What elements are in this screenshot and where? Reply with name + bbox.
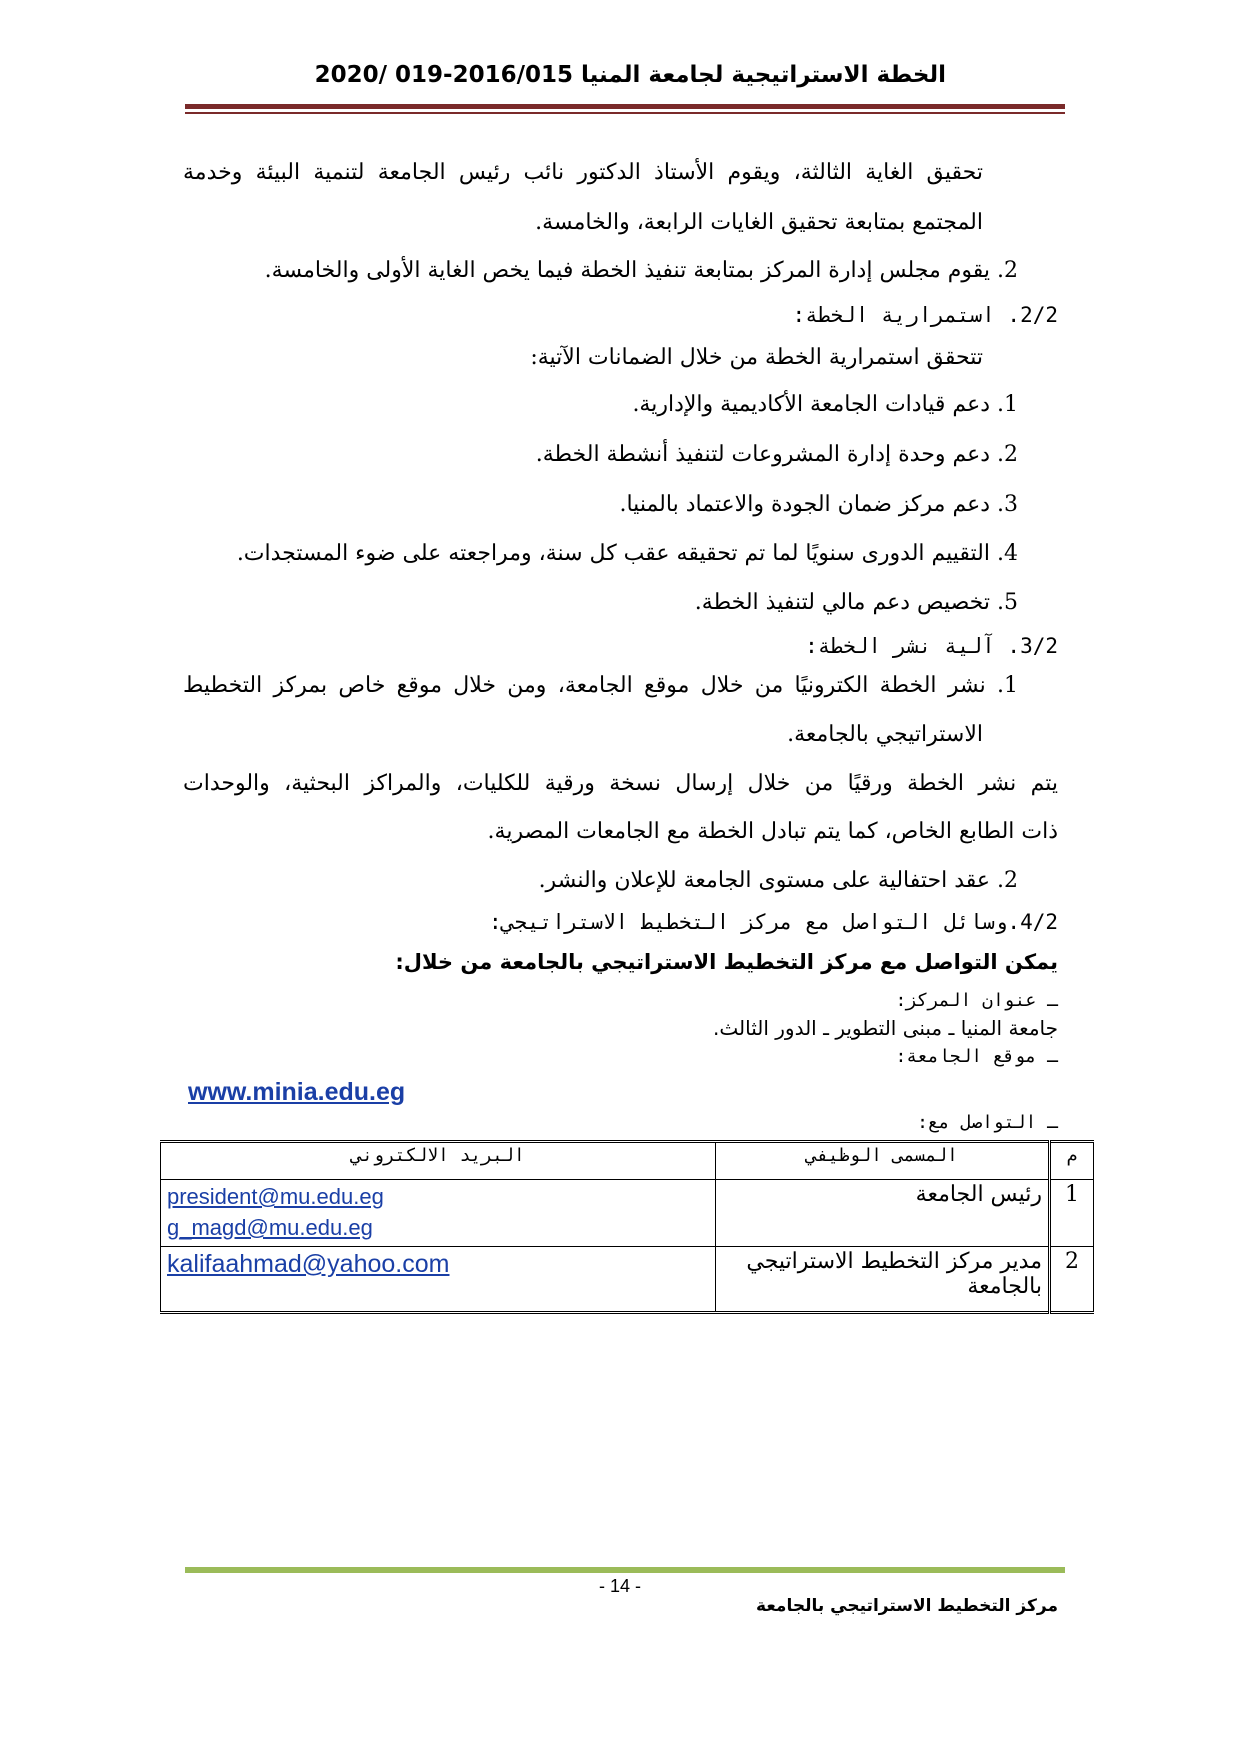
paragraph-line: يتم نشر الخطة ورقيًا من خلال إرسال نسخة ورقية للكليات، والمراكز البحثية، والوحدات [183,771,1058,796]
section-heading: 4/2.وسائل التواصل مع مركز التخطيط الاستراتيجي: [489,910,1058,934]
email-link[interactable]: president@mu.edu.eg [167,1184,384,1209]
col-header-num: م [1050,1142,1094,1180]
paragraph-line: تحقيق الغاية الثالثة، ويقوم الأستاذ الدكتور نائب رئيس الجامعة لتنمية البيئة وخدمة [183,160,983,185]
email-link[interactable]: g_magd@mu.edu.eg [167,1215,373,1240]
col-header-title: المسمى الوظيفي [716,1142,1050,1180]
table-row [161,1247,1094,1313]
footer-rule [185,1567,1065,1573]
paragraph-line: ذات الطابع الخاص، كما يتم تبادل الخطة مع الجامعات المصرية. [487,819,1058,844]
paragraph-line: تتحقق استمرارية الخطة من خلال الضمانات الآتية: [530,345,983,370]
footer-org: مركز التخطيط الاستراتيجي بالجامعة [756,1596,1058,1616]
list-item: 4. التقييم الدورى سنويًا لما تم تحقيقه عقب كل سنة، ومراجعته على ضوء المستجدات. [236,541,1018,566]
list-item: 3. دعم مركز ضمان الجودة والاعتماد بالمنيا. [619,492,1018,517]
address-label: ـ عنوان المركز: [895,990,1058,1011]
section-heading: 3/2. آلية نشر الخطة: [805,634,1058,658]
table-row [161,1180,1094,1247]
contacts-table [160,1140,1094,1314]
row-email [161,1180,716,1247]
paragraph-line: المجتمع بمتابعة تحقيق الغايات الرابعة، والخامسة. [535,210,983,235]
contact-label: ـ التواصل مع: [917,1112,1058,1133]
row-num: 1 [1050,1180,1094,1247]
address-value: جامعة المنيا ـ مبنى التطوير ـ الدور الثالث. [713,1016,1058,1040]
list-item: 2. عقد احتفالية على مستوى الجامعة للإعلان والنشر. [538,868,1018,893]
header-rule [185,104,1065,109]
row-email [161,1247,716,1313]
row-title: رئيس الجامعة [716,1180,1050,1247]
page-number: - 14 - [598,1576,641,1596]
table-header-row [161,1142,1094,1180]
paragraph-line: يمكن التواصل مع مركز التخطيط الاستراتيجي بالجامعة من خلال: [395,950,1058,974]
row-title: مدير مركز التخطيط الاستراتيجي بالجامعة [716,1247,1050,1313]
list-item: 1. دعم قيادات الجامعة الأكاديمية والإدارية. [632,392,1018,417]
website-label: ـ موقع الجامعة: [895,1046,1058,1067]
list-item: 1. نشر الخطة الكترونيًا من خلال موقع الجامعة، ومن خلال موقع خاص بمركز التخطيط [183,673,1018,698]
col-header-email: البريد الالكتروني [161,1142,716,1180]
list-item: 5. تخصيص دعم مالي لتنفيذ الخطة. [694,590,1018,615]
website-link[interactable]: www.minia.edu.eg [188,1078,406,1106]
page-header-title: الخطة الاستراتيجية لجامعة المنيا 2016/015-019 /2020 [314,62,946,88]
paragraph-line: الاستراتيجي بالجامعة. [787,722,983,747]
header-rule-thin [185,112,1065,114]
list-item: 2. دعم وحدة إدارة المشروعات لتنفيذ أنشطة الخطة. [535,442,1018,467]
email-link[interactable]: kalifaahmad@yahoo.com [167,1250,450,1278]
row-num: 2 [1050,1247,1094,1313]
list-item: 2. يقوم مجلس إدارة المركز بمتابعة تنفيذ الخطة فيما يخص الغاية الأولى والخامسة. [264,258,1018,283]
section-heading: 2/2. استمرارية الخطة: [792,303,1058,327]
